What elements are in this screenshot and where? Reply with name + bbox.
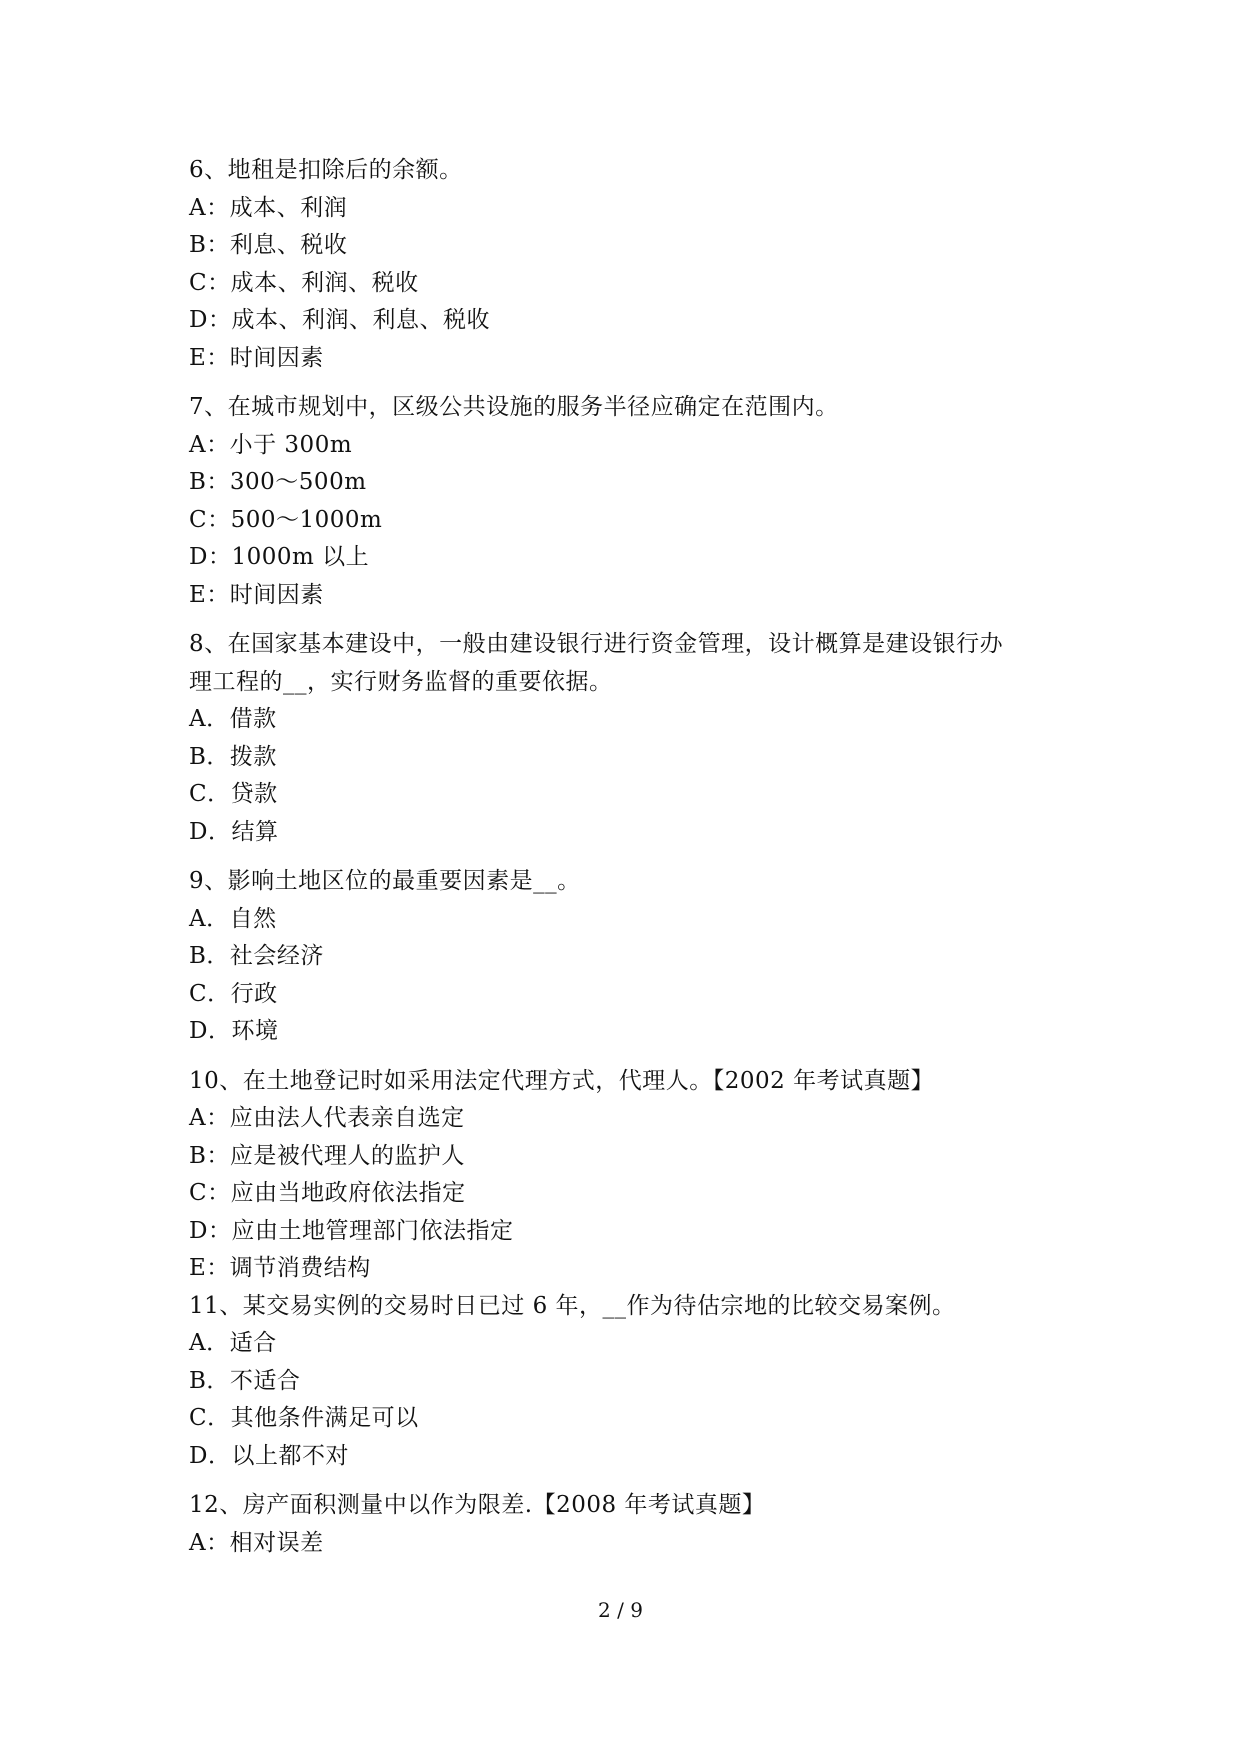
question-10 (189, 1063, 1069, 1288)
option-b: B：应是被代理人的监护人 (189, 1142, 465, 1169)
option-d: D：成本、利润、利息、税收 (189, 307, 490, 333)
question-list (189, 152, 1069, 1562)
option-c: C：应由当地政府依法指定 (189, 1180, 466, 1206)
option-a: A：成本、利润 (189, 194, 348, 221)
option-d: D．环境 (189, 1018, 279, 1044)
option-b: B：利息、税收 (189, 232, 348, 258)
option-d: D．结算 (189, 818, 279, 845)
question-stem-line-1: 8、在国家基本建设中，一般由建设银行进行资金管理，设计概算是建设银行办 (189, 631, 1004, 657)
option-e: E：时间因素 (189, 581, 324, 608)
question-stem: 10、在土地登记时如采用法定代理方式，代理人。【2002 年考试真题】 (189, 1067, 935, 1094)
option-b: B：300～500m (189, 469, 367, 495)
question-stem: 12、房产面积测量中以作为限差.【2008 年考试真题】 (189, 1492, 766, 1518)
option-e: E：调节消费结构 (189, 1255, 371, 1281)
option-d: D．以上都不对 (189, 1442, 349, 1469)
question-11 (189, 1288, 1069, 1476)
question-stem: 7、在城市规划中，区级公共设施的服务半径应确定在范围内。 (189, 394, 839, 420)
question-12 (189, 1487, 1069, 1562)
option-a: A．借款 (189, 706, 277, 732)
option-a: A．适合 (189, 1330, 277, 1356)
option-b: B．拨款 (189, 743, 277, 770)
option-d: D：1000m 以上 (189, 544, 370, 570)
page-number: 2 / 9 (598, 1598, 643, 1622)
question-stem-line-2: 理工程的__，实行财务监督的重要依据。 (189, 668, 613, 695)
option-c: C．其他条件满足可以 (189, 1405, 419, 1431)
option-b: B．社会经济 (189, 943, 324, 969)
option-a: A．自然 (189, 905, 277, 932)
option-a: A：相对误差 (189, 1529, 324, 1556)
option-e: E：时间因素 (189, 344, 324, 371)
option-c: C．行政 (189, 980, 278, 1007)
question-6 (189, 152, 1069, 377)
question-9 (189, 863, 1069, 1051)
question-7 (189, 389, 1069, 614)
option-c: C：500～1000m (189, 506, 383, 533)
option-b: B．不适合 (189, 1367, 301, 1394)
option-a: A：应由法人代表亲自选定 (189, 1105, 465, 1131)
question-stem: 6、地租是扣除后的余额。 (189, 157, 463, 183)
question-stem: 11、某交易实例的交易时日已过 6 年，__作为待估宗地的比较交易案例。 (189, 1292, 956, 1319)
option-a: A：小于 300m (189, 431, 353, 458)
option-c: C．贷款 (189, 781, 278, 807)
question-8 (189, 626, 1069, 851)
option-c: C：成本、利润、税收 (189, 269, 419, 296)
option-d: D：应由土地管理部门依法指定 (189, 1217, 514, 1244)
question-stem: 9、影响土地区位的最重要因素是__。 (189, 868, 581, 894)
